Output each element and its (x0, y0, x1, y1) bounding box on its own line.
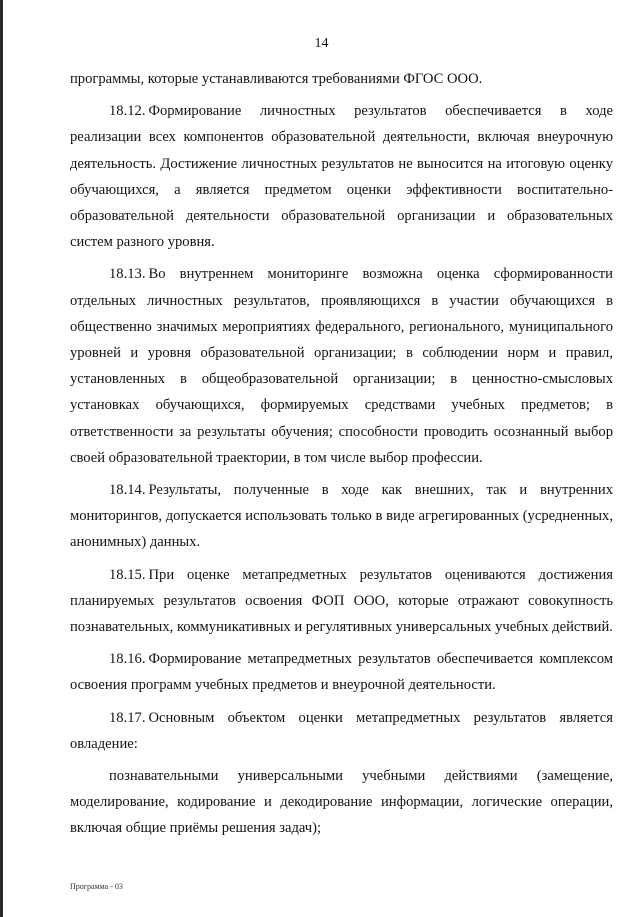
paragraph-18-15 (70, 562, 613, 641)
document-body (70, 66, 613, 842)
paragraph-18-16 (70, 646, 613, 698)
paragraph-text: Основным объектом оценки метапредметных результатов является овладение: (70, 709, 613, 752)
paragraph-number: 18.17. (109, 709, 146, 726)
paragraph-18-12 (70, 98, 613, 255)
paragraph-text: Во внутреннем мониторинге возможна оценка сформированности отдельных личностных результатов, проявляющихся в участии обучающихся в общественно значимых мероприятиях федерального, регионального, муниципального уровней и уровня образовательной организации; в соблюдении норм и правил, установленных в общеобразовательной организации; в ценностно-смысловых установках обучающихся, формируемых средствами учебных предметов; в ответственности за результаты обучения; способности проводить осознанный выбор своей образовательной траектории, в том числе выбор профессии. (70, 266, 613, 466)
paragraph-list-item (70, 763, 613, 842)
paragraph-text: познавательными универсальными учебными действиями (замещение, моделирование, кодирование и декодирование информации, логические операции, включая общие приёмы решения задач); (70, 768, 613, 837)
paragraph-continuation (70, 66, 613, 92)
page-footer: Программа - 03 (70, 882, 123, 891)
paragraph-text: Формирование метапредметных результатов обеспечивается комплексом освоения программ учебных предметов и внеурочной деятельности. (70, 651, 613, 694)
paragraph-text: программы, которые устанавливаются требованиями ФГОС ООО. (70, 71, 483, 87)
paragraph-number: 18.16. (109, 651, 146, 668)
paragraph-number: 18.12. (109, 103, 146, 120)
paragraph-number: 18.13. (109, 266, 146, 283)
paragraph-text: При оценке метапредметных результатов оцениваются достижения планируемых результатов освоения ФОП ООО, которые отражают совокупность познавательных, коммуникативных и регулятивных универсальных учебных действий. (70, 566, 613, 636)
paragraph-18-13 (70, 261, 613, 471)
paragraph-text: Формирование личностных результатов обеспечивается в ходе реализации всех компонентов образовательной деятельности, включая внеурочную деятельность. Достижение личностных результатов не выносится на итоговую оценку обучающихся, а является предметом оценки эффективности воспитательно-образовательной деятельности образовательной организации и образовательных систем разного уровня. (70, 103, 613, 251)
paragraph-text: Результаты, полученные в ходе как внешних, так и внутренних мониторингов, допускается использовать только в виде агрегированных (усредненных, анонимных) данных. (70, 482, 613, 551)
page-number: 14 (314, 36, 329, 51)
paragraph-number: 18.15. (109, 566, 146, 583)
paragraph-number: 18.14. (109, 482, 146, 499)
paragraph-18-14 (70, 477, 613, 556)
paragraph-18-17 (70, 705, 613, 757)
